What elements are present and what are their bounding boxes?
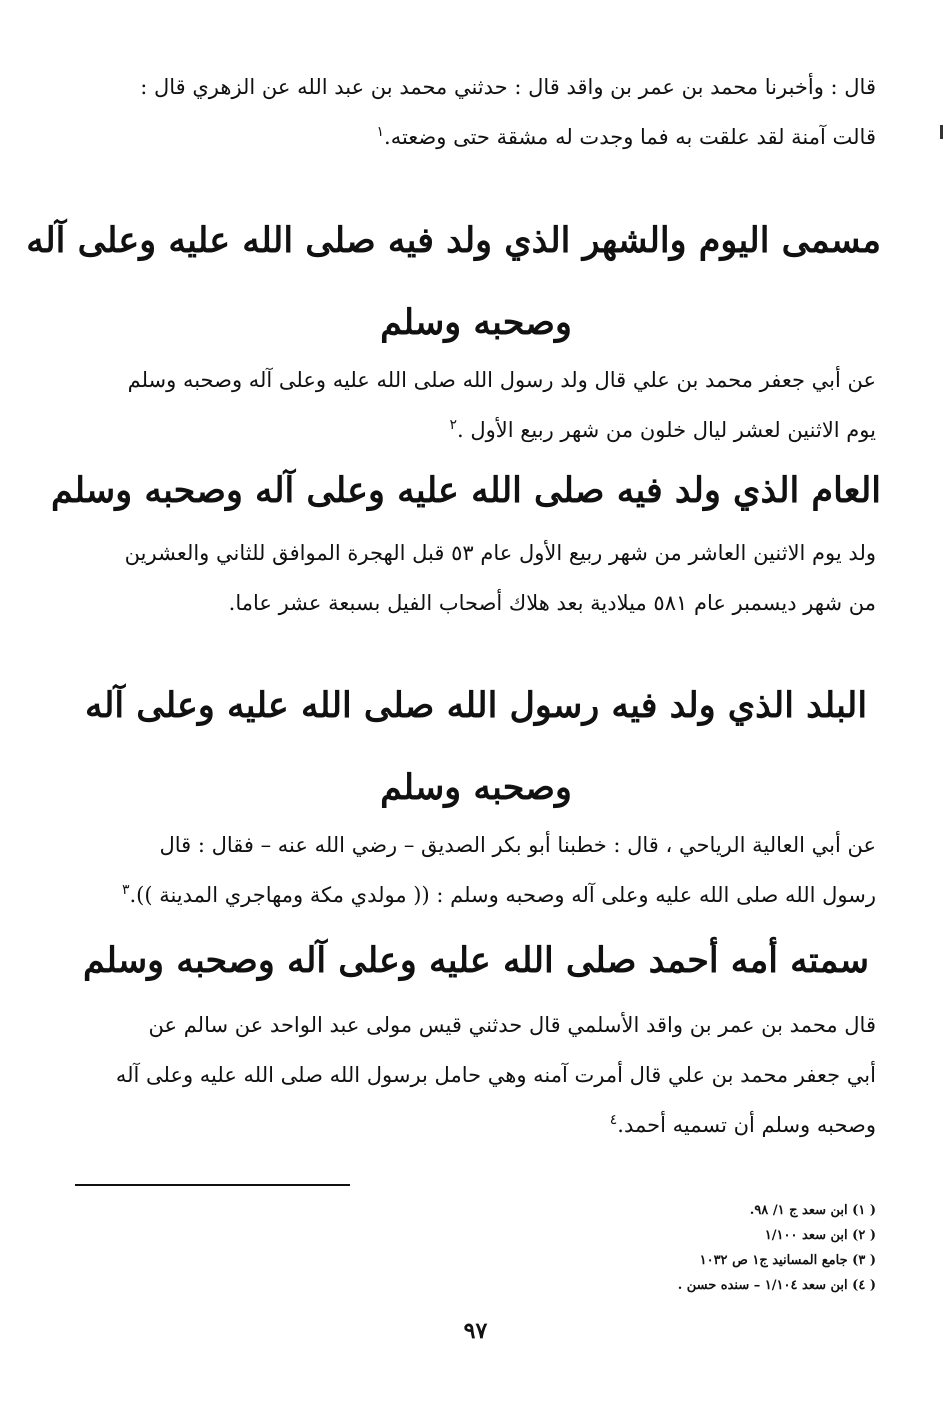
paragraph-line: يوم الاثنين لعشر ليال خلون من شهر ربيع الأول .$^٢$ [449,417,876,442]
footnote-item: ( ٢) ابن سعد ١/١٠٠ [764,1228,876,1243]
heading-line: البلد الذي ولد فيه رسول الله صلى الله عليه وعلى آله [84,685,868,726]
paragraph-line: رسول الله صلى الله عليه وعلى آله وصحبه وسلم : (( مولدي مكة ومهاجري المدينة )).$^٣$ [121,882,876,907]
heading-line: وصحبه وسلم [380,302,572,343]
footnote-reference: ٣ [121,882,130,898]
section-heading-birth-place [71,665,881,829]
footnote-reference: ٤ [609,1112,618,1128]
paragraph-line: قال محمد بن عمر بن واقد الأسلمي قال حدثني قيس مولى عبد الواحد عن سالم عن [148,1013,876,1037]
footnote-item: ( ٤) ابن سعد ١/١٠٤ – سنده حسن . [677,1278,876,1293]
paragraph-amina-narration [76,62,876,162]
heading-line: العام الذي ولد فيه صلى الله عليه وعلى آله وصحبه وسلم [51,470,881,511]
paragraph-line: أبي جعفر محمد بن علي قال أمرت آمنه وهي حامل برسول الله صلى الله عليه وعلى آله [115,1063,876,1087]
paragraph-abu-bakr-narration [76,820,876,920]
section-heading-birth-year [51,450,881,532]
footnote-item: ( ٣) جامع المسانيد ج١ ص ١٠٣٢ [699,1253,876,1268]
paragraph-line: عن أبي جعفر محمد بن علي قال ولد رسول الله صلى الله عليه وعلى آله وصحبه وسلم [127,368,876,392]
paragraph-line: قال : وأخبرنا محمد بن عمر بن واقد قال : حدثني محمد بن عبد الله عن الزهري قال : [140,75,876,99]
section-heading-day-and-month [26,200,881,364]
footnote-separator [75,1184,350,1186]
footnote-reference: ١ [376,124,385,140]
paragraph-line: قالت آمنة لقد علقت به فما وجدت له مشقة حتى وضعته.$^١$ [376,124,876,149]
paragraph-birth-date [76,528,876,628]
heading-line: مسمى اليوم والشهر الذي ولد فيه صلى الله عليه وعلى آله [26,220,881,261]
footnote-item: ( ١) ابن سعد ج ١/ ٩٨. [749,1203,876,1218]
paragraph-line: وصحبه وسلم أن تسميه أحمد.$^٤$ [609,1112,876,1137]
footnote-reference: ٢ [449,417,457,433]
paragraph-naming-narration [76,1000,876,1150]
scan-margin-mark [940,125,943,139]
paragraph-line: عن أبي العالية الرياحي ، قال : خطبنا أبو بكر الصديق – رضي الله عنه – فقال : قال [159,833,876,857]
paragraph-line: من شهر ديسمبر عام ٥٨١ ميلادية بعد هلاك أصحاب الفيل بسبعة عشر عاما. [228,591,876,615]
heading-line: وصحبه وسلم [380,767,572,808]
heading-line: سمته أمه أحمد صلى الله عليه وعلى آله وصحبه وسلم [82,940,870,981]
paragraph-birth-day [76,355,876,455]
page-number: ٩٧ [463,1318,488,1344]
footnotes [576,1198,876,1298]
section-heading-named-ahmad [71,920,881,1002]
paragraph-line: ولد يوم الاثنين العاشر من شهر ربيع الأول عام ٥٣ قبل الهجرة الموافق للثاني والعشرين [124,541,876,565]
